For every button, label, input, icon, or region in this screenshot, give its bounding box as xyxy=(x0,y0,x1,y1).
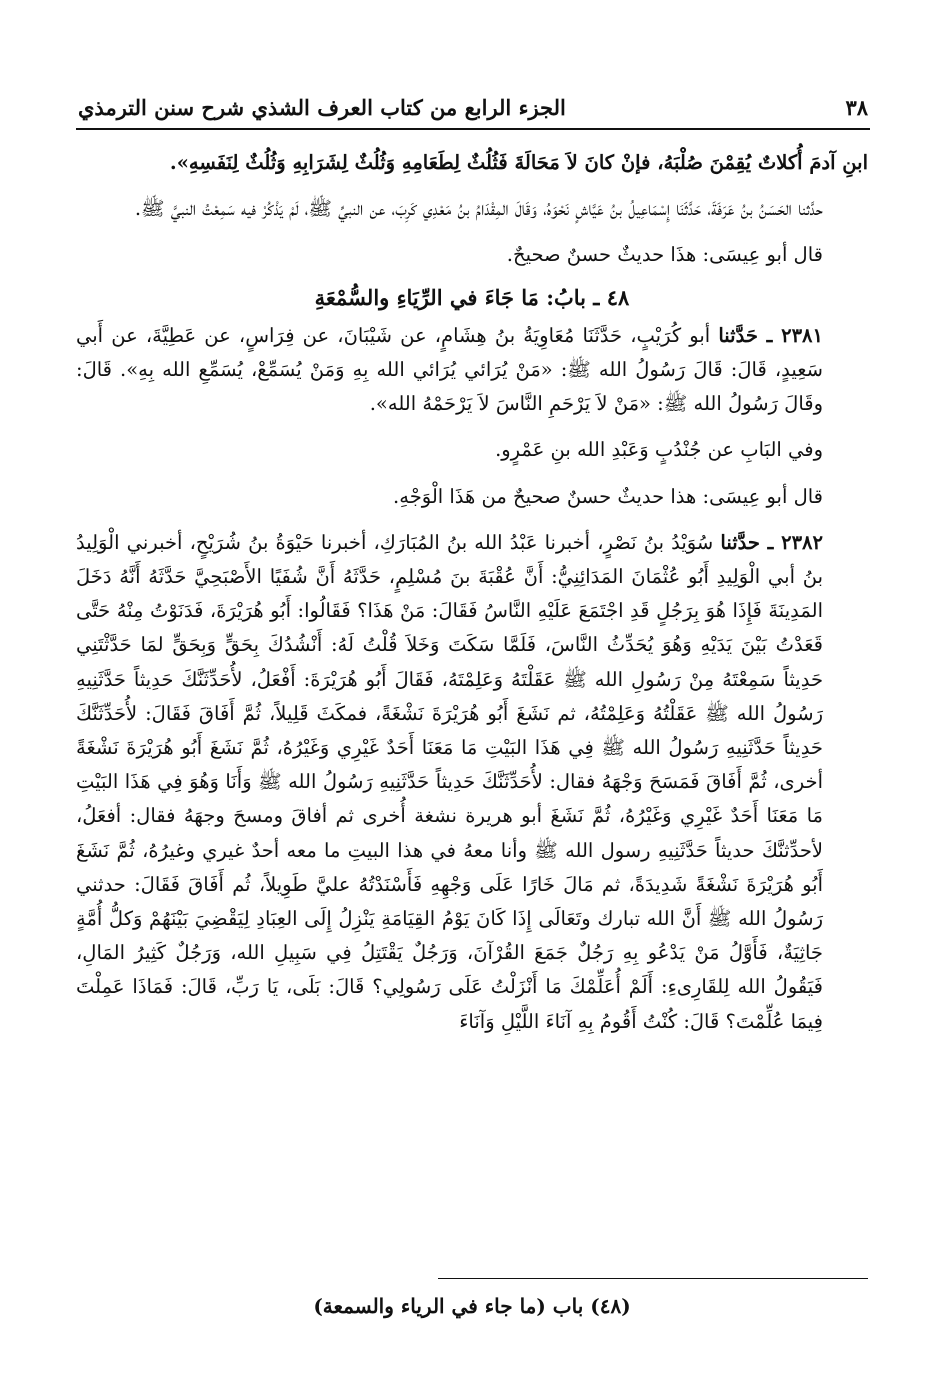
chain-paragraph: حدَّثنا الحَسَنُ بنُ عَرَفَةَ، حَدَّثَنَا إِسْمَاعِيلُ بنُ عَيَّاشٍ نَحْوَهُ، وَقَالَ المِقْدَامُ بنُ مَعْدِي كَرِبَ، عن النبيِّ ﷺ، لَمْ يَذْكُرْ فيه سَمِعْتُ النبيَّ ﷺ. xyxy=(134,197,823,221)
hadith-2382 xyxy=(76,526,868,1039)
running-header xyxy=(78,86,868,120)
grading-paragraph-2: قال أبو عِيسَى: هذا حديثٌ حسنٌ صحيحٌ من هَذَا الْوَجْهِ. xyxy=(393,484,823,508)
hadith-2381 xyxy=(76,319,868,422)
hadith-continuation: ابنِ آدمَ أُكلاتٌ يُقِمْنَ صُلْبَهُ، فإنْ كانَ لاَ مَحَالَةَ فَثُلُثٌ لِطَعَامِهِ وَثُلُثٌ لِشَرَابِهِ وَثُلُثٌ لِنَفَسِهِ». xyxy=(169,151,868,174)
chapter-heading: ٤٨ ـ بابُ: مَا جَاءَ في الرِّيَاءِ والسُّمْعَةِ xyxy=(314,284,630,310)
footnote: (٤٨) باب (ما جاء في الرياء والسمعة) xyxy=(313,1294,631,1318)
grading-paragraph: قال أبو عِيسَى: هذَا حديثٌ حسنٌ صحيحٌ. xyxy=(506,243,823,267)
header-rule xyxy=(76,128,870,130)
hadith-2381-number: ٢٣٨١ ـ حَدَّثنا xyxy=(718,323,823,347)
hadith-2382-text: سُوَيْدُ بنُ نَصْرٍ، أخبرنا عَبْدُ الله بنُ المُبَارَكِ، أخبرنا حَيْوَةُ بنُ شُرَيْحٍ، أخبرني الْوَلِيدُ بنُ أبي الْوَلِيدِ أَبُو عُثْمَانَ المَدَائِنِيُّ: أَنَّ عُقْبَةَ بنَ مُسْلِمٍ، حَدَّثَهُ أَنَّ شُفَيًا الأَصْبَحِيَّ حَدَّثَهُ أَنَّهُ دَخَلَ المَدِينَةَ فَإِذَا هُوَ بِرَجُلٍ قَدِ اجْتَمَعَ عَلَيْهِ النَّاسُ فَقَالَ: مَنْ هَذَا؟ فَقَالُوا: أَبُو هُرَيْرَةَ، فَدَنَوْتُ مِنْهُ حَتَّى قَعَدْتُ بَيْنَ يَدَيْهِ وَهُوَ يُحَدِّثُ النَّاسَ، فَلَمَّا سَكَتَ وَخَلاَ قُلْتُ لَهُ: أَنْشُدُكَ بِحَقٍّ وَبِحَقٍّ لمَا حَدَّثْتَنِي حَدِيثاً سَمِعْتَهُ مِنْ رَسُولِ الله ﷺ عَقَلْتَهُ وَعَلِمْتَهُ، فَقَالَ أَبُو هُرَيْرَةَ: أَفْعَلُ، لأُحَدِّثَنَّكَ حَدِيثاً حَدَّثَنِيهِ رَسُولُ الله ﷺ عَقَلْتُهُ وَعَلِمْتُهُ، ثم نَشَغَ أَبُو هُرَيْرَةَ نَشْغَةً، فمكَثَ قَلِيلاً، ثُمَّ أَفَاقَ فَقَالَ: لأُحَدِّثَنَّكَ حَدِيثاً حَدَّثَنِيهِ رَسُولُ الله ﷺ فِي هَذَا البَيْتِ مَا مَعَنَا أَحَدٌ غَيْرِي وَغَيْرُهُ، ثُمَّ نَشَغَ أَبُو هُرَيْرَةَ نَشْغَةً أخرى، ثُمَّ أَفَاقَ فَمَسَحَ وَجْهَهُ فقال: لأُحَدِّثَنَّكَ حَدِيثاً حَدَّثَنِيهِ رَسُولُ الله ﷺ وَأَنَا وَهُوَ فِي هَذَا البَيْتِ مَا مَعَنَا أَحَدٌ غَيْرِي وَغَيْرُهُ، ثُمَّ نَشَغَ أبو هريرة نشغة أُخرى ثم أفاقَ ومسحَ وجهَهُ فقال: أفعَلُ، لأحدِّثنَّكَ حديثاً حَدَّثَنِيهِ رسول الله ﷺ وأنا معهُ في هذا البيتِ ما معه أحدٌ غيري وغيرُهُ، ثُمَّ نَشَغَ أَبُو هُرَيْرَةَ نَشْغَةً شَدِيدَةً، ثم مَالَ خَارًا عَلَى وَجْهِهِ فَأَسْنَدْتُهُ عليَّ طَوِيلاً، ثُم أَفَاقَ فَقَالَ: حدثني رَسُولُ الله ﷺ أَنَّ الله تبارك وتَعَالَى إِذَا كَانَ يَوْمُ القِيَامَةِ يَنْزِلُ إِلَى العِبَادِ لِيَقْضِيَ بَيْنَهُمْ وَكلُّ أُمَّةٍ جَاثِيَةٌ، فَأَوَّلُ مَنْ يَدْعُو بِهِ رَجُلٌ جَمَعَ القُرْآنَ، وَرَجُلٌ يَقْتَتِلُ فِي سَبِيلِ الله، وَرَجُلٌ كَثِيرُ المَالِ، فَيَقُولُ الله لِلقَارِىءِ: أَلَمْ أُعَلِّمْكَ مَا أَنْزَلْتُ عَلَى رَسُولِي؟ قَالَ: بَلَى، يَا رَبِّ، قَالَ: فَمَاذَا عَمِلْتَ فِيمَا عُلِّمْتَ؟ قَالَ: كُنْتُ أَقُومُ بِهِ آنَاءَ اللَّيْلِ وَآنَاءَ xyxy=(76,530,823,1033)
running-title: الجزء الرابع من كتاب العرف الشذي شرح سنن الترمذي xyxy=(78,95,566,120)
hadith-2382-number: ٢٣٨٢ ـ حدَّثنا xyxy=(720,530,823,554)
page-body xyxy=(76,146,868,1039)
page-number: ٣٨ xyxy=(845,95,868,120)
chapter-references: وفي البَابِ عن جُنْدُبٍ وَعَبْدِ الله بنِ عَمْرٍو. xyxy=(495,438,823,462)
footnote-rule xyxy=(438,1278,868,1279)
hadith-2381-text: أبو كُرَيْبٍ، حَدَّثَنَا مُعَاوِيَةُ بنُ هِشَامٍ، عن شَيْبَانَ، عن فِرَاسٍ، عن عَطِيَّةَ، عن أَبي سَعِيدٍ، قَالَ: قَالَ رَسُولُ الله ﷺ: «مَنْ يُرَائي يُرَائي الله بِهِ وَمَنْ يُسَمِّعْ، يُسَمِّعِ الله بِهِ». قَالَ: وقَالَ رَسُولُ الله ﷺ: «مَنْ لاَ يَرْحَمِ النَّاسَ لاَ يَرْحَمْهُ الله». xyxy=(76,323,823,416)
